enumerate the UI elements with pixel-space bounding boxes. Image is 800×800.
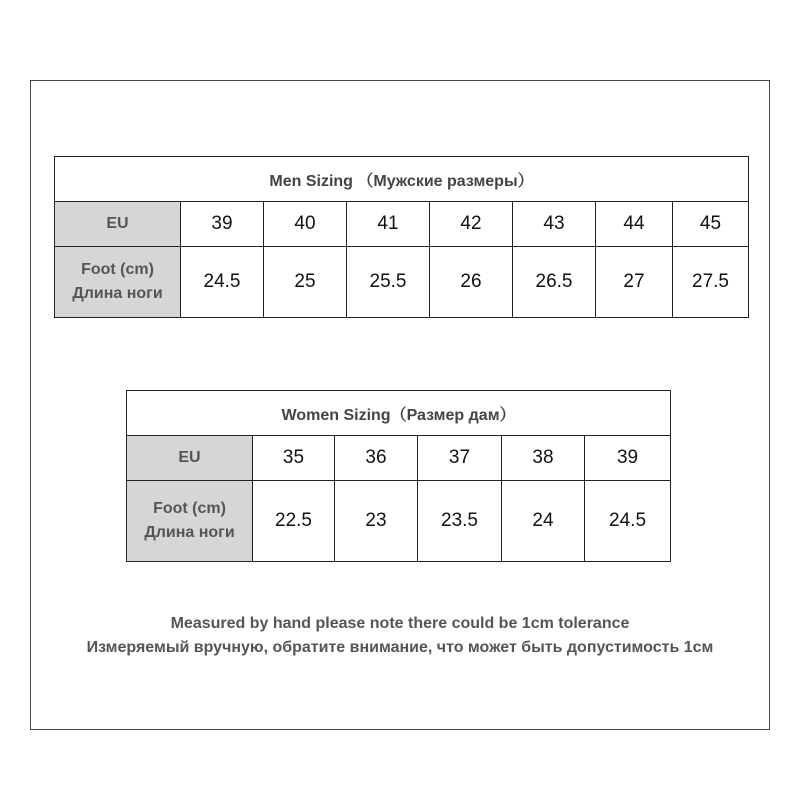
women-eu-cell: 38 <box>502 436 585 481</box>
men-foot-cell: 25.5 <box>347 247 430 318</box>
men-foot-row <box>55 247 749 318</box>
tolerance-note-en: Measured by hand please note there could be 1cm tolerance <box>170 615 630 632</box>
women-foot-label <box>127 481 253 562</box>
women-sizing-table <box>126 390 671 562</box>
women-foot-cell: 22.5 <box>253 481 335 562</box>
women-foot-label-ru: Длина ноги <box>144 524 235 541</box>
men-eu-cell: 43 <box>513 202 596 247</box>
men-table-title: Men Sizing （Мужские размеры） <box>55 157 749 202</box>
men-eu-row <box>55 202 749 247</box>
women-table-title: Women Sizing（Размер дам） <box>127 391 671 436</box>
women-eu-row <box>127 436 671 481</box>
men-eu-label: EU <box>55 202 181 247</box>
women-eu-cell: 35 <box>253 436 335 481</box>
men-foot-cell: 27 <box>596 247 673 318</box>
women-foot-cell: 24.5 <box>585 481 671 562</box>
women-foot-cell: 23 <box>335 481 418 562</box>
men-foot-label-ru: Длина ноги <box>72 285 163 302</box>
men-foot-cell: 25 <box>264 247 347 318</box>
men-eu-cell: 44 <box>596 202 673 247</box>
women-foot-row <box>127 481 671 562</box>
women-eu-cell: 37 <box>418 436 502 481</box>
tolerance-note <box>30 612 770 660</box>
men-foot-cell: 27.5 <box>673 247 749 318</box>
men-eu-cell: 42 <box>430 202 513 247</box>
men-foot-cell: 26.5 <box>513 247 596 318</box>
women-foot-label-en: Foot (cm) <box>153 500 226 517</box>
men-foot-cell: 26 <box>430 247 513 318</box>
women-foot-cell: 24 <box>502 481 585 562</box>
women-eu-cell: 36 <box>335 436 418 481</box>
women-eu-label: EU <box>127 436 253 481</box>
men-foot-cell: 24.5 <box>181 247 264 318</box>
tolerance-note-ru: Измеряемый вручную, обратите внимание, что может быть допустимость 1см <box>86 639 714 656</box>
men-eu-cell: 40 <box>264 202 347 247</box>
women-eu-cell: 39 <box>585 436 671 481</box>
men-foot-label <box>55 247 181 318</box>
men-eu-cell: 41 <box>347 202 430 247</box>
men-foot-label-en: Foot (cm) <box>81 261 154 278</box>
women-foot-cell: 23.5 <box>418 481 502 562</box>
men-sizing-table <box>54 156 749 318</box>
men-eu-cell: 45 <box>673 202 749 247</box>
men-eu-cell: 39 <box>181 202 264 247</box>
